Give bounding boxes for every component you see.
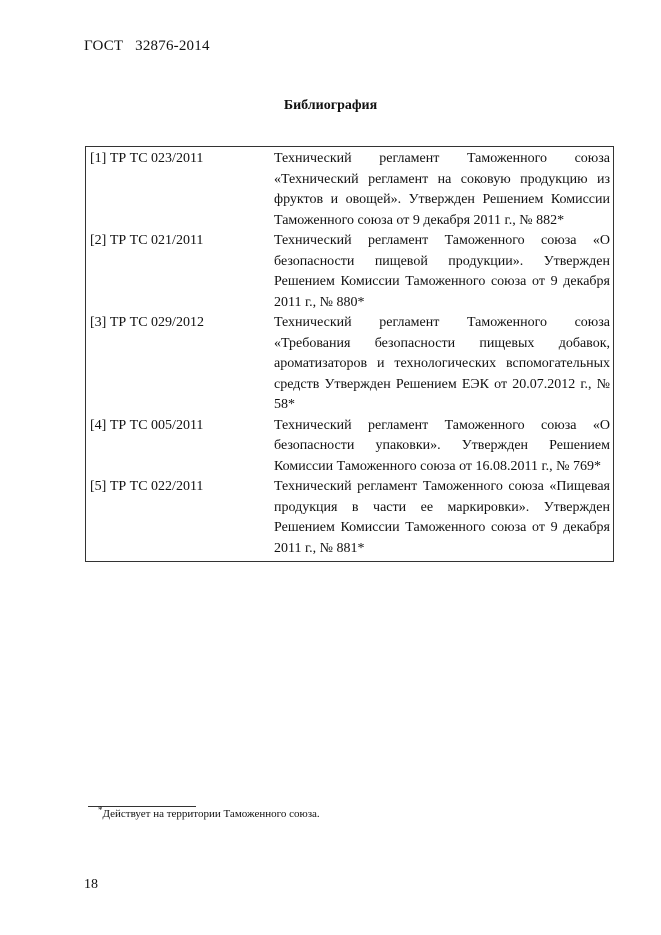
bibliography-row xyxy=(86,416,614,478)
standard-label: ГОСТ xyxy=(84,38,124,54)
bibliography-table xyxy=(85,146,614,562)
footnote-marker: * xyxy=(98,805,103,815)
bibliography-row xyxy=(86,313,614,416)
bibliography-row xyxy=(86,477,614,562)
bibliography-row xyxy=(86,147,614,232)
page-number: 18 xyxy=(84,877,98,892)
reference-description: Технический регламент Таможенного союза «Требования безопасности пищевых добавок, ароматизаторов и технологических вспомогательных средств Утвержден Решением ЕЭК от 20.07.2012 г., № 58* xyxy=(274,315,610,412)
page-title: Библиография xyxy=(283,98,378,113)
reference-description: Технический регламент Таможенного союза «О безопасности упаковки». Утвержден Решением Комиссии Таможенного союза от 16.08.2011 г., № 769* xyxy=(274,417,610,474)
reference-code: [1] ТР ТС 023/2011 xyxy=(90,151,204,166)
reference-code: [4] ТР ТС 005/2011 xyxy=(90,417,204,433)
standard-number: 32876-2014 xyxy=(135,38,210,54)
document-header xyxy=(84,38,210,55)
reference-description: Технический регламент Таможенного союза «О безопасности пищевой продукции». Утвержден Решением Комиссии Таможенного союза от 9 декабря 2011 г., № 880* xyxy=(274,233,610,310)
reference-code: [2] ТР ТС 021/2011 xyxy=(90,233,204,248)
reference-code: [5] ТР ТС 022/2011 xyxy=(90,479,204,494)
reference-description: Технический регламент Таможенного союза «Пищевая продукция в части ее маркировки». Утвержден Решением Комиссии Таможенного союза от 9 декабря 2011 г., № 881* xyxy=(274,479,610,556)
footnote-text: Действует на территории Таможенного союза. xyxy=(102,808,320,820)
footnote-separator xyxy=(88,806,196,807)
reference-description: Технический регламент Таможенного союза «Технический регламент на соковую продукцию из фруктов и овощей». Утвержден Решением Комиссии Таможенного союза от 9 декабря 2011 г., № 882* xyxy=(274,151,610,228)
reference-code: [3] ТР ТС 029/2012 xyxy=(90,315,204,330)
footnote xyxy=(98,805,320,820)
bibliography-row xyxy=(86,231,614,313)
